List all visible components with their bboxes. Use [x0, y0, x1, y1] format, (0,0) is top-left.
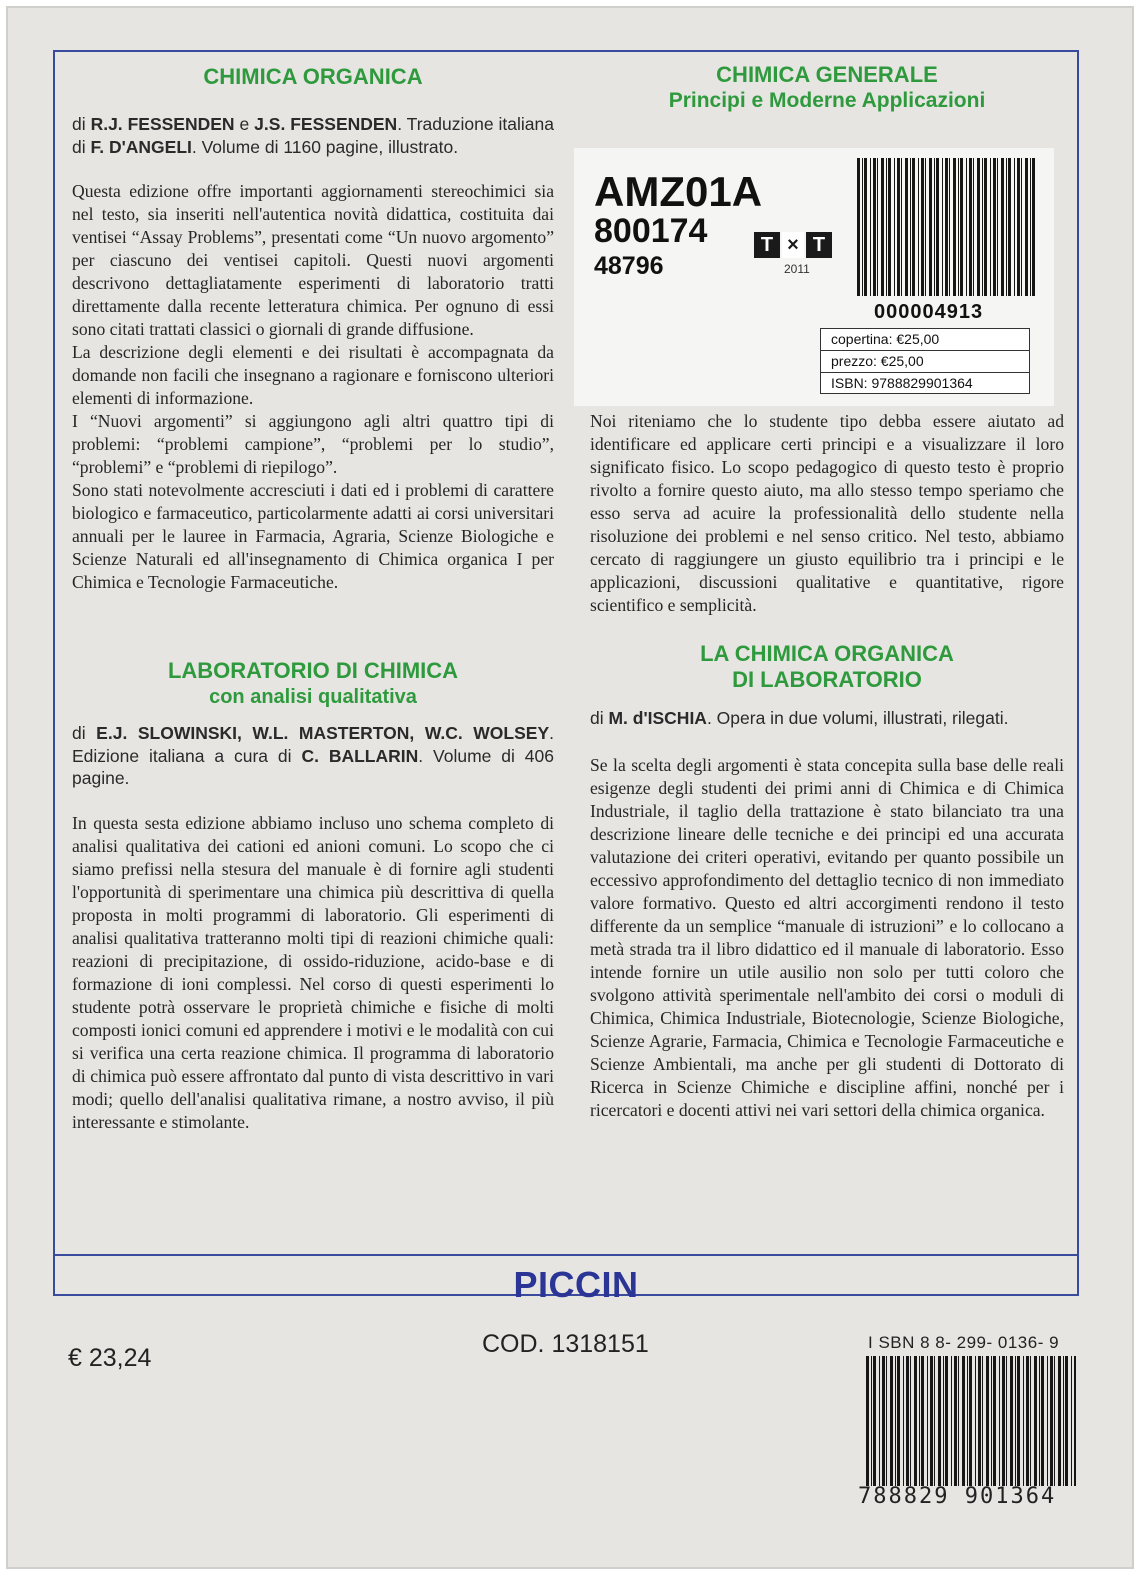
logo-year: 2011	[784, 262, 810, 276]
cover-price: € 23,24	[68, 1344, 152, 1372]
section-title-line2: DI LABORATORIO	[732, 667, 922, 692]
section-title: CHIMICA GENERALE	[716, 62, 938, 87]
sticker-code: 800174	[594, 212, 708, 250]
isbn-digits: 788829 901364	[858, 1484, 1057, 1509]
barcode-icon	[857, 158, 1035, 296]
paragraph: Se la scelta degli argomenti è stata concepita sulla base delle reali esigenze degli studenti dei primi anni di Chimica e di Chimica Industriale, il taglio della trattazione è stato bilanciato tra una descrizione lineare delle tecniche e dei principi ed una accurata valutazione dei criteri operativi, evitando per quanto possibile un eccessivo approfondimento del dettaglio tecnico di non immediato valore formativo. Questo ed altri accorgimenti rendono il testo differente da un semplice “manuale di istruzioni” e lo collocano a metà strada tra il libro didattico ed il manuale di laboratorio. Esso intende fornire un utile ausilio non solo per tutti coloro che svolgono attività sperimentale nell'ambito dei corsi o moduli di Chimica, Chimica Industriale, Biotecnologie, Scienze Biologiche, Scienze Agrarie, Farmacia, Chimica e Tecnologie Farmaceutiche e Scienze Ambientali, ma anche per gli studenti di Dottorato di Ricerca in Scienze Chimiche e discipline affini, nonché per i ricercatori e docenti attivi nei vari settori della chimica organica.	[590, 754, 1064, 1120]
left-column	[72, 58, 554, 1134]
publisher-logo: PICCIN	[513, 1264, 639, 1305]
sticker-code: AMZ01A	[594, 168, 763, 215]
price-row: prezzo: €25,00	[821, 351, 1029, 373]
price-sticker	[574, 148, 1054, 406]
section-title: LABORATORIO DI CHIMICA	[167, 658, 459, 683]
paragraph: Noi riteniamo che lo studente tipo debba essere aiutato ad identificare ed applicare certi principi e a visualizzare il loro significato fisico. Lo scopo pedagogico di questo testo è proprio rivolto a fornire questo aiuto, ma allo stesso tempo speriamo che esso serva ad acuire la professionalità dello studente nella risoluzione dei problemi e nel senso critico. Nel testo, abbiamo cercato di raggiungere un giusto equilibrio tra i principi e le applicazioni, discussioni qualitative e quantitative, rigore scientifico e semplicità.	[590, 411, 1064, 615]
section-authors: di R.J. FESSENDEN e J.S. FESSENDEN. Traduzione italiana di F. D'ANGELI. Volume di 1160 pagine, illustrato.	[72, 114, 554, 157]
frame-divider	[53, 1254, 1079, 1256]
paragraph: In questa sesta edizione abbiamo incluso uno schema completo di analisi qualitativa dei cationi ed anioni comuni. Lo scopo che ci siamo prefissi nella stesura del manuale è di fornire agli studenti l'opportunità di sperimentare una chimica più descrittiva di quella proposta in molti programmi di laboratorio. Gli esperimenti di analisi qualitativa tratteranno molti tipi di reazioni chimiche quali: reazioni di precipitazione, di ossido-riduzione, acido-base e di formazione di ioni complessi. Nel corso di questi esperimenti lo studente potrà osservare le proprietà chimiche e fisiche di molti composti ionici comuni ed apprendere i motivi e le modalità con cui si verifica una certa reazione chimica. Il programma di laboratorio di chimica può essere affrontato dal punto di vista descrittivo in vari modi; quello dell'analisi qualitativa rimane, a nostro avviso, il più interessante e stimolante.	[72, 812, 554, 1132]
paragraph: I “Nuovi argomenti” si aggiungono agli altri quattro tipi di problemi: “problemi campione”, “problemi per lo studio”, “problemi” e “problemi di riepilogo”.	[72, 411, 554, 477]
isbn-label: I SBN 8 8- 299- 0136- 9	[868, 1333, 1060, 1352]
section-subtitle: con analisi qualitativa	[209, 686, 417, 708]
section-title: LA CHIMICA ORGANICA	[700, 641, 954, 666]
section-title: CHIMICA ORGANICA	[203, 64, 423, 89]
sticker-code: 48796	[594, 252, 664, 280]
txt-logo: T × T	[754, 232, 832, 258]
price-row: copertina: €25,00	[821, 329, 1029, 351]
price-table	[820, 328, 1030, 394]
product-code: COD. 1318151	[482, 1330, 649, 1358]
section-authors: di M. d'ISCHIA. Opera in due volumi, illustrati, rilegati.	[590, 708, 1009, 728]
barcode-number: 000004913	[874, 301, 984, 323]
paragraph: Questa edizione offre importanti aggiornamenti stereochimici sia nel testo, sia inseriti nell'autentica novità didattica, costituita dai ventisei “Assay Problems”, presentati come “Un nuovo argomento” per ciascuno dei ventisei capitoli. Questi nuovi argomenti descrivono dettagliatamente esperimenti di laboratorio tratti direttamente dalla recente letteratura chimica. Per ognuno di essi sono citati trattati classici o giornali di grande diffusione.	[72, 181, 554, 339]
section-authors: di E.J. SLOWINSKI, W.L. MASTERTON, W.C. WOLSEY. Edizione italiana a cura di C. BALLARIN. Volume di 406 pagine.	[72, 723, 555, 788]
price-row: ISBN: 9788829901364	[831, 375, 973, 391]
section-body	[72, 812, 554, 1134]
section-subtitle: Principi e Moderne Applicazioni	[668, 89, 986, 112]
paragraph: La descrizione degli elementi e dei risultati è accompagnata da domande non facili che insegnano a ragionare e forniscono ulteriori elementi di informazione.	[72, 342, 554, 408]
section-body	[590, 410, 1064, 617]
section-body	[72, 180, 554, 594]
paragraph: Sono stati notevolmente accresciuti i dati ed i problemi di carattere biologico e farmaceutico, particolarmente adatti ai corsi universitari annuali per le lauree in Farmacia, Agraria, Scienze Biologiche e Scienze Naturali ed all'insegnamento di Chimica organica I per Chimica e Tecnologie Farmaceutiche.	[72, 480, 554, 592]
section-body	[590, 754, 1064, 1122]
isbn-barcode-icon	[866, 1356, 1076, 1486]
